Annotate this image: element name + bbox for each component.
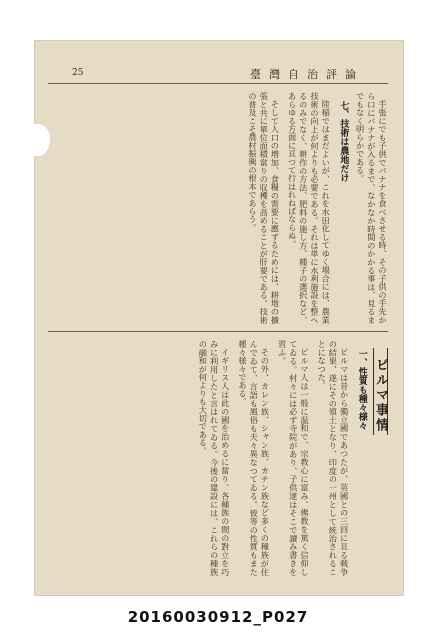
body-paragraph: その外、カレン族、シャン族、カチン族など多くの種族が住んでゐて、言語も風俗も夫々異なつてゐる。彼等の性質もまた種々様々である。: [237, 340, 271, 576]
body-paragraph: そして人口の増加、食糧の需要に應ずるためには、耕地の擴張と共に單位面積當りの収穫を高めることが肝要である。技術の普及こそ農村振興の根本であらう。: [247, 92, 281, 324]
body-paragraph: イギリス人は此の國を治めるに當り、各種族の間の對立を巧みに利用したと言はれてゐる。今後の建設には、これらの種族の融和が何よりも大切である。: [198, 340, 231, 576]
series-title: ビルマ事情: [373, 348, 388, 435]
header-rule: [48, 83, 388, 84]
article-top: [50, 92, 388, 324]
body-paragraph: ビルマは昔から獨立國であつたが、英國との三回に亘る戦争の結果、遂にその領土となり、印度の一州として統治されることになつた。: [317, 340, 350, 576]
document-page: [34, 40, 404, 596]
section-heading: 一、性質も種々様々: [356, 349, 367, 430]
page-number: 25: [72, 68, 84, 78]
body-paragraph: 陸稲ではまだよいが、これを水田化してゆく場合には、農業技術の向上が何よりも必要である。それは単に水利施設を整へるのみでなく、耕作の方法、肥料の施し方、種子の選択など、あらゆる方面に亘つて行はれねばならぬ。: [287, 92, 332, 324]
running-head: 臺灣自治評論: [250, 68, 364, 81]
body-paragraph: ビルマ人は一般に温和で、宗教心に富み、佛教を篤く信仰してゐる。村々には必ず寺院があり、子供達はそこで讀み書きを習ふ。: [277, 340, 310, 576]
section-heading: 七、技術は農地だけ: [338, 101, 349, 182]
body-paragraph: 手張にでも子供でバナナを食べさせる時、その子供の手先から口にバナナが入るまで、なかなか時間のかかる事は、見るまでもなく明らかである。: [355, 92, 388, 324]
article-bottom: [50, 340, 388, 576]
series-title-wrap: [373, 340, 388, 576]
archive-caption: 20160030912_P027: [127, 608, 309, 626]
torn-edge: [30, 124, 50, 156]
section-divider: [48, 331, 388, 332]
